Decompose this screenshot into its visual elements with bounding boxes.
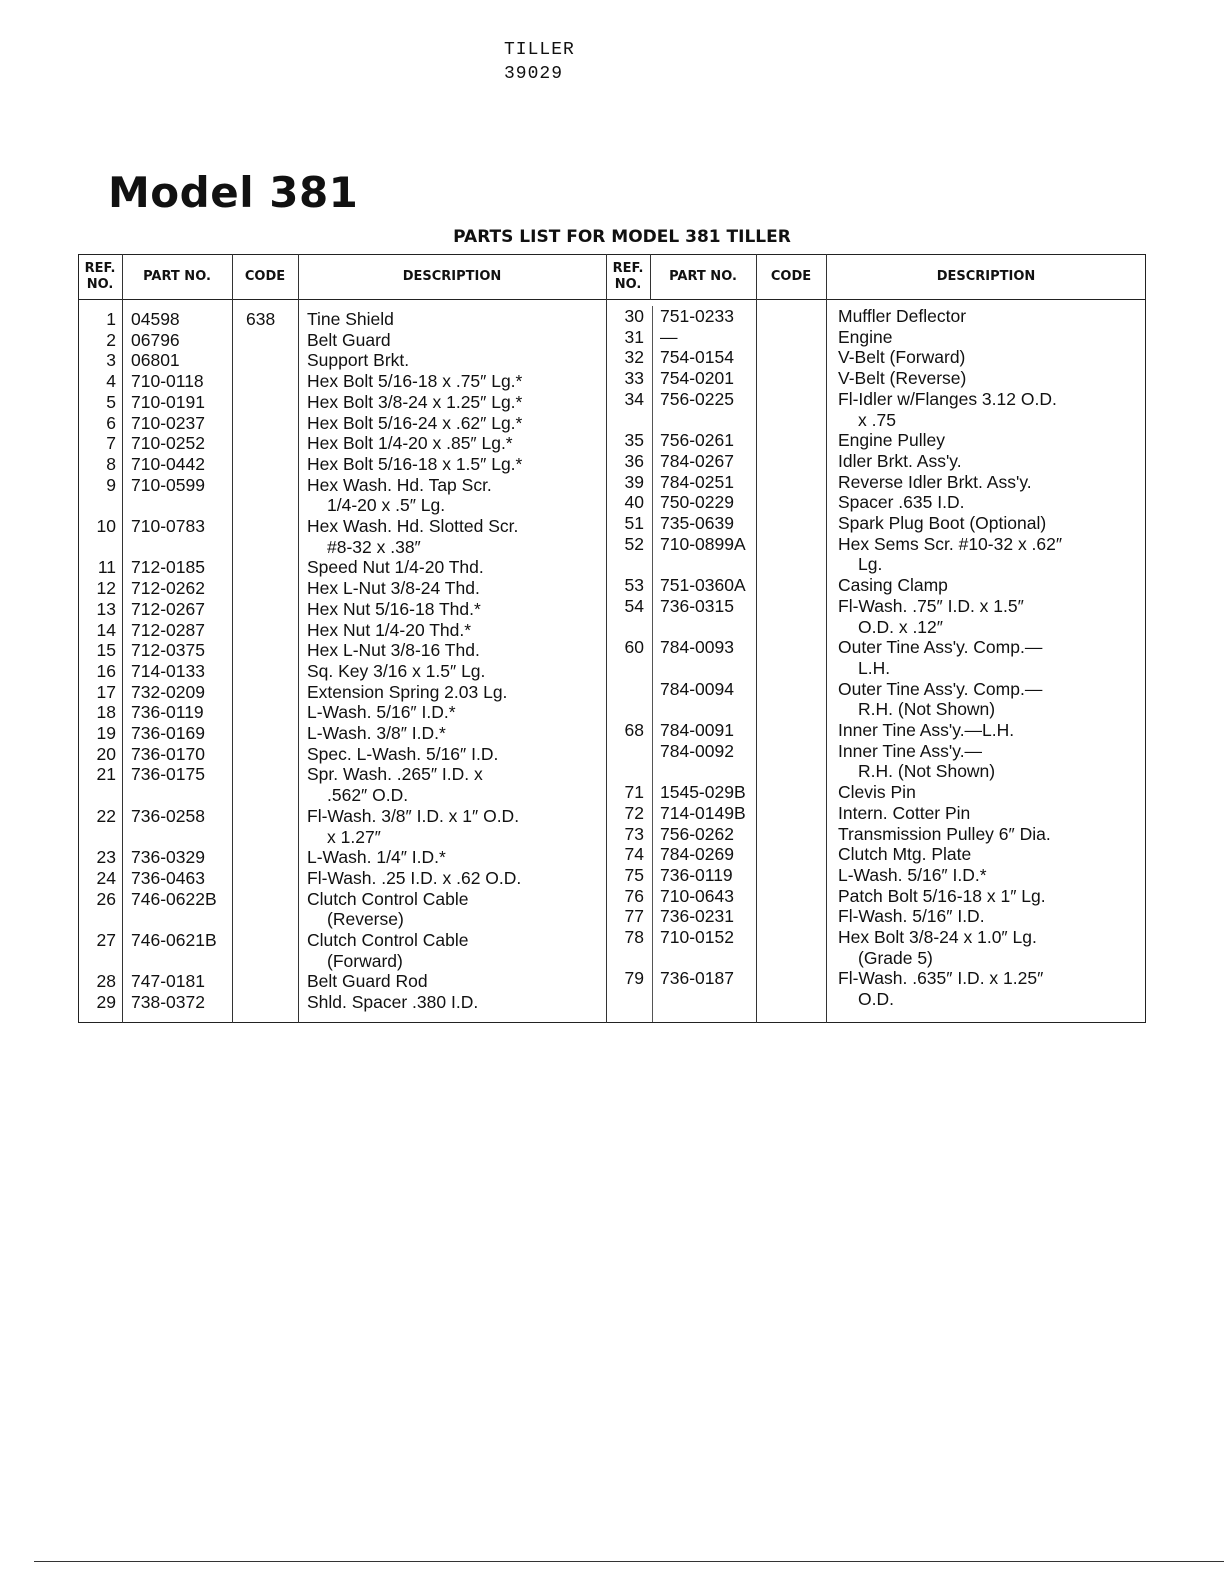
ref-number: 27 <box>96 930 116 950</box>
part-description: Intern. Cotter Pin <box>838 802 971 823</box>
part-number: 736-0315 <box>660 595 734 616</box>
part-description: Hex Bolt 3/8-24 x 1.0″ Lg. <box>838 927 1037 947</box>
ref-number: 72 <box>624 802 644 823</box>
ref-number: 7 <box>106 433 116 454</box>
table-caption: PARTS LIST FOR MODEL 381 TILLER <box>453 227 791 247</box>
part-description-continued: O.D. <box>858 989 894 1010</box>
part-description: Hex L-Nut 3/8-24 Thd. <box>307 578 480 599</box>
ref-number: 9 <box>106 474 116 495</box>
part-description-continued: (Grade 5) <box>858 947 933 968</box>
ref-number: 28 <box>96 971 116 992</box>
part-code: 638 <box>246 309 276 329</box>
part-description: Hex Nut 5/16-18 Thd.* <box>307 598 481 619</box>
ref-number: 6 <box>106 412 116 433</box>
ref-number: 78 <box>624 927 644 947</box>
part-description: Fl-Wash. .25 I.D. x .62 O.D. <box>307 867 522 888</box>
ref-number: 24 <box>96 867 116 888</box>
part-description: Hex Wash. Hd. Slotted Scr. <box>307 516 519 536</box>
ref-number: 77 <box>624 906 644 927</box>
part-number: 710-0237 <box>131 412 205 433</box>
part-description-continued: L.H. <box>858 657 891 678</box>
part-description-continued: x 1.27″ <box>327 826 381 847</box>
ref-number: 36 <box>624 450 644 471</box>
part-description-continued: .562″ O.D. <box>327 785 409 806</box>
part-number: 710-0783 <box>131 516 205 536</box>
ref-number: 5 <box>106 391 116 412</box>
part-description: Speed Nut 1/4-20 Thd. <box>307 557 484 578</box>
part-number: 784-0094 <box>660 678 734 699</box>
header-code-right: CODE <box>770 269 812 284</box>
column-divider <box>652 306 653 1022</box>
part-number: 784-0251 <box>660 471 734 492</box>
ref-number: 33 <box>624 368 644 389</box>
part-description: Spec. L-Wash. 5/16″ I.D. <box>307 743 499 764</box>
part-number: 712-0287 <box>131 619 205 640</box>
part-description-continued: (Reverse) <box>327 909 404 930</box>
part-number: 738-0372 <box>131 992 205 1013</box>
ref-number: 26 <box>96 888 116 909</box>
part-description: Reverse Idler Brkt. Ass'y. <box>838 471 1032 492</box>
ref-number: 10 <box>96 516 116 536</box>
ref-number: 35 <box>624 430 644 451</box>
part-number: 746-0621B <box>131 930 217 950</box>
column-divider <box>298 254 299 1023</box>
ref-number: 52 <box>624 533 644 554</box>
part-number: 784-0093 <box>660 637 734 658</box>
part-description: Hex Bolt 3/8-24 x 1.25″ Lg.* <box>307 391 523 412</box>
ref-number: 17 <box>96 681 116 702</box>
part-description: Belt Guard Rod <box>307 971 428 992</box>
column-divider <box>756 254 757 1023</box>
part-number: 784-0267 <box>660 450 734 471</box>
header-ref-right: REF. NO. <box>612 261 644 292</box>
part-number: 754-0201 <box>660 368 734 389</box>
document-header <box>504 38 575 86</box>
part-description-continued: O.D. x .12″ <box>858 616 943 637</box>
ref-number: 68 <box>624 720 644 740</box>
ref-number: 75 <box>624 864 644 885</box>
part-description: Engine <box>838 326 893 347</box>
part-description: Outer Tine Ass'y. Comp.— <box>838 678 1043 699</box>
part-description-continued: 1/4-20 x .5″ Lg. <box>327 495 446 516</box>
part-description: Shld. Spacer .380 I.D. <box>307 992 479 1013</box>
part-number: 732-0209 <box>131 681 205 702</box>
ref-number: 8 <box>106 453 116 474</box>
part-number: 710-0152 <box>660 927 734 947</box>
header-line-2: 39029 <box>504 64 564 84</box>
part-description: Idler Brkt. Ass'y. <box>838 450 962 471</box>
part-description: Fl-Wash. 3/8″ I.D. x 1″ O.D. <box>307 805 520 826</box>
part-number: 710-0643 <box>660 885 734 906</box>
part-description: Patch Bolt 5/16-18 x 1″ Lg. <box>838 885 1046 906</box>
ref-number: 53 <box>624 575 644 596</box>
part-description: Hex Bolt 5/16-18 x 1.5″ Lg.* <box>307 453 523 474</box>
part-number: 736-0329 <box>131 847 205 868</box>
part-description: Muffler Deflector <box>838 306 967 326</box>
part-number: 712-0267 <box>131 598 205 619</box>
part-number: 736-0187 <box>660 968 734 989</box>
part-description: Clutch Control Cable <box>307 888 469 909</box>
ref-number: 20 <box>96 743 116 764</box>
part-number: 710-0191 <box>131 391 205 412</box>
part-number: 736-0463 <box>131 867 205 888</box>
ref-number: 71 <box>624 782 644 803</box>
part-description: V-Belt (Forward) <box>838 347 966 368</box>
part-description: Spark Plug Boot (Optional) <box>838 513 1047 533</box>
part-description: Fl-Wash. .75″ I.D. x 1.5″ <box>838 595 1024 616</box>
part-number: 710-0899A <box>660 533 746 554</box>
part-number: 736-0170 <box>131 743 205 764</box>
ref-number: 34 <box>624 388 644 409</box>
ref-number: 21 <box>96 764 116 785</box>
ref-number: 18 <box>96 702 116 723</box>
ref-number: 4 <box>106 371 116 392</box>
part-number: 710-0118 <box>131 371 204 392</box>
part-number: 736-0258 <box>131 805 205 826</box>
header-desc-right: DESCRIPTION <box>936 269 1036 284</box>
part-number: 710-0442 <box>131 453 205 474</box>
ref-number: 79 <box>624 968 644 989</box>
part-description: Sq. Key 3/16 x 1.5″ Lg. <box>307 660 486 681</box>
ref-number: 23 <box>96 847 116 868</box>
ref-number: 3 <box>106 350 116 371</box>
part-description: Outer Tine Ass'y. Comp.— <box>838 637 1043 658</box>
part-description: Hex Nut 1/4-20 Thd.* <box>307 619 472 640</box>
part-description: Hex Wash. Hd. Tap Scr. <box>307 474 492 495</box>
header-part-right: PART NO. <box>669 269 737 284</box>
part-description: L-Wash. 3/8″ I.D.* <box>307 723 446 743</box>
part-description: Clevis Pin <box>838 782 916 803</box>
ref-number: 40 <box>624 492 644 513</box>
ref-number: 2 <box>106 329 116 350</box>
page-title: Model 381 <box>108 168 359 217</box>
part-description: Spacer .635 I.D. <box>838 492 965 513</box>
part-description: Casing Clamp <box>838 575 948 596</box>
ref-number: 22 <box>96 805 116 826</box>
part-number: 736-0119 <box>131 702 204 723</box>
part-number: 714-0133 <box>131 660 205 681</box>
part-number: 735-0639 <box>660 513 734 533</box>
part-number: 751-0360A <box>660 575 746 596</box>
ref-number: 1 <box>106 309 116 329</box>
part-description: Transmission Pulley 6″ Dia. <box>838 823 1051 844</box>
part-number: 1545-029B <box>660 782 746 803</box>
column-divider <box>122 254 123 1023</box>
part-description: Inner Tine Ass'y.—L.H. <box>838 720 1015 740</box>
part-number: 746-0622B <box>131 888 217 909</box>
part-number: 784-0269 <box>660 844 734 865</box>
part-number: 736-0175 <box>131 764 205 785</box>
ref-number: 15 <box>96 640 116 661</box>
part-number: 06801 <box>131 350 180 371</box>
part-number: 756-0262 <box>660 823 734 844</box>
ref-number: 19 <box>96 723 116 743</box>
part-description: Tine Shield <box>307 309 394 329</box>
part-description: Belt Guard <box>307 329 391 350</box>
ref-number: 29 <box>96 992 116 1013</box>
part-number: 756-0225 <box>660 388 734 409</box>
part-description: Extension Spring 2.03 Lg. <box>307 681 508 702</box>
part-number: 714-0149B <box>660 802 746 823</box>
ref-number: 16 <box>96 660 116 681</box>
part-description-continued: Lg. <box>858 554 883 575</box>
ref-number: 14 <box>96 619 116 640</box>
part-number: 04598 <box>131 309 180 329</box>
part-number: 784-0092 <box>660 740 734 761</box>
part-number: 736-0119 <box>660 864 733 885</box>
ref-number: 51 <box>624 513 644 533</box>
part-number: 712-0262 <box>131 578 205 599</box>
part-description: Support Brkt. <box>307 350 410 371</box>
ref-number: 76 <box>624 885 644 906</box>
ref-number: 12 <box>96 578 116 599</box>
ref-number: 31 <box>624 326 644 347</box>
part-number: 747-0181 <box>131 971 205 992</box>
part-number: 736-0231 <box>660 906 734 927</box>
part-description-continued: (Forward) <box>327 950 403 971</box>
ref-number: 30 <box>624 306 644 326</box>
part-number: 751-0233 <box>660 306 734 326</box>
ref-number: 32 <box>624 347 644 368</box>
ref-number: 74 <box>624 844 644 865</box>
part-description: L-Wash. 1/4″ I.D.* <box>307 847 446 868</box>
part-description: Clutch Control Cable <box>307 930 469 950</box>
part-description: V-Belt (Reverse) <box>838 368 967 389</box>
part-number: 754-0154 <box>660 347 734 368</box>
header-desc-left: DESCRIPTION <box>402 269 502 284</box>
part-number: 756-0261 <box>660 430 734 451</box>
part-description: Fl-Wash. 5/16″ I.D. <box>838 906 985 927</box>
part-description: Engine Pulley <box>838 430 946 451</box>
part-number: 750-0229 <box>660 492 734 513</box>
part-description: L-Wash. 5/16″ I.D.* <box>307 702 456 723</box>
part-description: Hex L-Nut 3/8-16 Thd. <box>307 640 480 661</box>
part-description: Hex Bolt 5/16-24 x .62″ Lg.* <box>307 412 523 433</box>
ref-number: 39 <box>624 471 644 492</box>
part-number: 784-0091 <box>660 720 734 740</box>
column-divider <box>232 254 233 1023</box>
ref-number: 73 <box>624 823 644 844</box>
part-description-continued: R.H. (Not Shown) <box>858 761 996 782</box>
part-number: 736-0169 <box>131 723 205 743</box>
part-description: Clutch Mtg. Plate <box>838 844 972 865</box>
footer-rule <box>34 1561 1224 1562</box>
part-number: 712-0375 <box>131 640 205 661</box>
ref-number: 13 <box>96 598 116 619</box>
part-number: 710-0252 <box>131 433 205 454</box>
part-description: Fl-Idler w/Flanges 3.12 O.D. <box>838 388 1057 409</box>
part-number: 712-0185 <box>131 557 205 578</box>
ref-number: 11 <box>97 557 116 578</box>
part-description: Hex Sems Scr. #10-32 x .62″ <box>838 533 1063 554</box>
part-number: — <box>660 326 678 347</box>
part-number: 710-0599 <box>131 474 205 495</box>
part-description: Spr. Wash. .265″ I.D. x <box>307 764 483 785</box>
part-description: Hex Bolt 5/16-18 x .75″ Lg.* <box>307 371 523 392</box>
header-code-left: CODE <box>244 269 286 284</box>
part-description-continued: x .75 <box>858 409 896 430</box>
part-description: Hex Bolt 1/4-20 x .85″ Lg.* <box>307 433 513 454</box>
ref-number: 54 <box>624 595 644 616</box>
part-description-continued: #8-32 x .38″ <box>327 536 421 557</box>
part-description: Fl-Wash. .635″ I.D. x 1.25″ <box>838 968 1044 989</box>
part-description: L-Wash. 5/16″ I.D.* <box>838 864 987 885</box>
ref-number: 60 <box>624 637 644 658</box>
header-line-1: TILLER <box>504 40 575 60</box>
header-part-left: PART NO. <box>143 269 211 284</box>
part-description: Inner Tine Ass'y.— <box>838 740 983 761</box>
header-ref-left: REF. NO. <box>84 261 116 292</box>
part-number: 06796 <box>131 329 180 350</box>
column-divider <box>826 254 827 1023</box>
part-description-continued: R.H. (Not Shown) <box>858 699 996 720</box>
